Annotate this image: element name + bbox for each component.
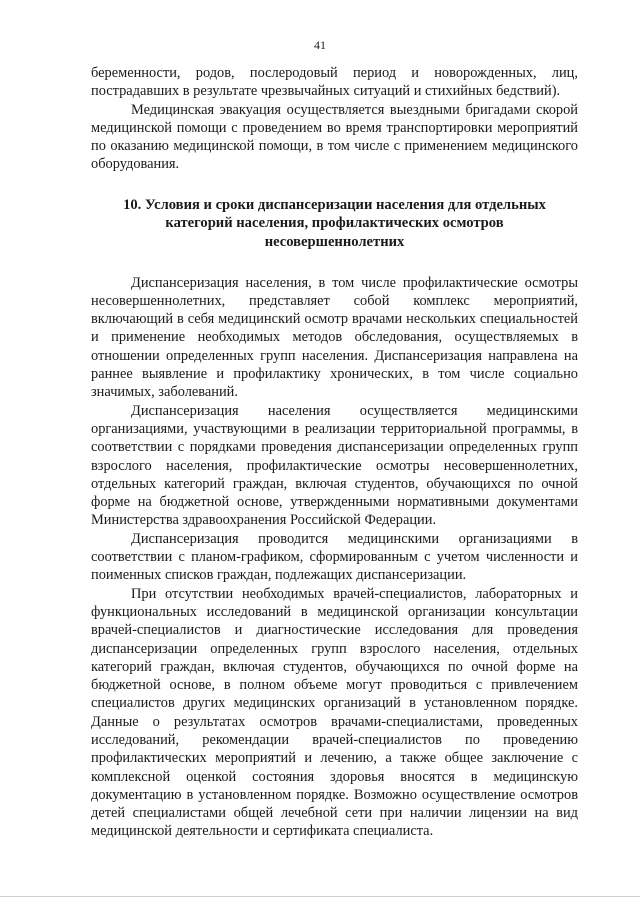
paragraph-continuation: беременности, родов, послеродовый период и новорожденных, лиц, пострадавших в результате чрезвычайных ситуаций и стихийных бедствий). bbox=[91, 65, 578, 100]
paragraph-dispensarization-schedule: Диспансеризация проводится медицинскими организациями в соответствии с планом-графиком, сформированным с учетом численности и поименных списков граждан, подлежащих диспансеризации. bbox=[91, 530, 578, 584]
paragraph-medical-evacuation: Медицинская эвакуация осуществляется выездными бригадами скорой медицинской помощи с проведением во время транспортировки мероприятий по оказанию медицинской помощи, в том числе с применением медицинского оборудования. bbox=[91, 101, 578, 173]
section-heading: 10. Условия и сроки диспансеризации населения для отдельных категорий населения, профилактических осмотров несовершеннолетних bbox=[123, 196, 546, 250]
page-number: 41 bbox=[314, 38, 326, 52]
bottom-scan-edge bbox=[0, 896, 640, 897]
paragraph-specialists-absence: При отсутствии необходимых врачей-специалистов, лабораторных и функциональных исследований в медицинской организации консультации врачей-специалистов и диагностические исследования для проведения диспансеризации определенных групп взрослого населения, отдельных категорий граждан, включая студентов, обучающихся по очной форме на бюджетной основе, в полном объеме могут проводиться с привлечением специалистов других медицинских организаций в установленном порядке. Данные о результатах осмотров врачами-специалистами, проведенных исследований, рекомендации врачей-специалистов по проведению профилактических мероприятий и лечению, а также общее заключение с комплексной оценкой состояния здоровья вносятся в медицинскую документацию в установленном порядке. Возможно осуществление осмотров детей специалистами общей лечебной сети при наличии лицензии на вид медицинской деятельности и сертификата специалиста. bbox=[91, 585, 578, 840]
paragraph-dispensarization-definition: Диспансеризация населения, в том числе профилактические осмотры несовершеннолетних, представляет собой комплекс мероприятий, включающий в себя медицинский осмотр врачами нескольких специальностей и применение необходимых методов обследования, осуществляемых в отношении определенных групп населения. Диспансеризация направлена на раннее выявление и профилактику хронических, в том числе социально значимых, заболеваний. bbox=[91, 274, 578, 401]
document-body bbox=[91, 64, 578, 841]
paragraph-dispensarization-organizations: Диспансеризация населения осуществляется медицинскими организациями, участвующими в реализации территориальной программы, в соответствии с порядками проведения диспансеризации определенных групп взрослого населения, профилактические осмотры несовершеннолетних, отдельных категорий граждан, включая студентов, обучающихся по очной форме на бюджетной основе, утвержденными нормативными документами Министерства здравоохранения Российской Федерации. bbox=[91, 402, 578, 529]
